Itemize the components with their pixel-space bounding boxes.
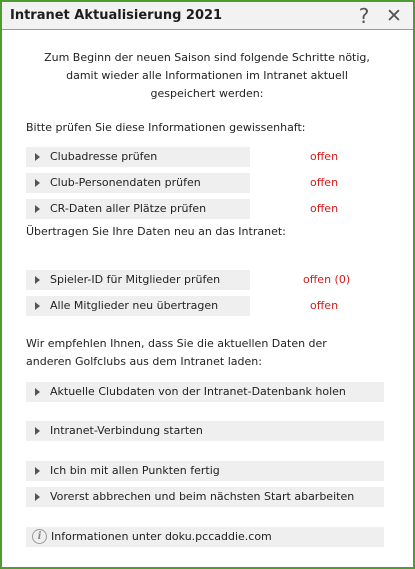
row-label: Club-Personendaten prüfen (50, 176, 201, 189)
check-cr-daten-button[interactable] (26, 199, 250, 219)
row-label: Alle Mitglieder neu übertragen (50, 299, 219, 312)
recommend-line: Wir empfehlen Ihnen, dass Sie die aktuellen Daten der (26, 337, 327, 350)
question-mark-icon[interactable]: ? (358, 4, 370, 28)
status-all-members: offen (310, 299, 339, 312)
row-label: Spieler-ID für Mitglieder prüfen (50, 273, 221, 286)
dialog-title: Intranet Aktualisierung 2021 (10, 8, 223, 23)
expand-arrow-icon (35, 302, 40, 310)
row-label: Aktuelle Clubdaten von der Intranet-Datenbank holen (50, 385, 346, 398)
expand-arrow-icon (35, 388, 40, 396)
check-clubadresse-button[interactable] (26, 147, 250, 167)
close-icon[interactable]: ✕ (386, 5, 402, 27)
fetch-club-data-button[interactable] (26, 382, 384, 402)
info-link-label: Informationen unter doku.pccaddie.com (51, 530, 272, 543)
row-label: CR-Daten aller Plätze prüfen (50, 202, 207, 215)
intro-text (32, 49, 382, 103)
expand-arrow-icon (35, 205, 40, 213)
expand-arrow-icon (35, 179, 40, 187)
status-clubadresse: offen (310, 150, 339, 163)
title-bar (2, 2, 413, 30)
intro-line: Zum Beginn der neuen Saison sind folgende Schritte nötig, (44, 51, 370, 64)
row-label: Vorerst abbrechen und beim nächsten Start abarbeiten (50, 490, 355, 503)
expand-arrow-icon (35, 276, 40, 284)
row-label: Ich bin mit allen Punkten fertig (50, 464, 220, 477)
info-link-button[interactable] (26, 527, 384, 547)
intro-line: gespeichert werden: (150, 87, 264, 100)
transfer-all-members-button[interactable] (26, 296, 250, 316)
check-club-personendaten-button[interactable] (26, 173, 250, 193)
check-spieler-id-button[interactable] (26, 270, 250, 290)
intro-line: damit wieder alle Informationen im Intranet aktuell (66, 69, 348, 82)
status-club-personendaten: offen (310, 176, 339, 189)
status-spieler-id: offen (0) (303, 273, 351, 286)
status-cr-daten: offen (310, 202, 339, 215)
section-check-heading: Bitte prüfen Sie diese Informationen gewissenhaft: (26, 121, 306, 134)
recommend-line: anderen Golfclubs aus dem Intranet laden: (26, 355, 262, 368)
row-label: Clubadresse prüfen (50, 150, 158, 163)
expand-arrow-icon (35, 427, 40, 435)
cancel-later-button[interactable] (26, 487, 384, 507)
start-intranet-connection-button[interactable] (26, 421, 384, 441)
recommend-text (26, 335, 327, 371)
info-icon: i (32, 529, 47, 544)
expand-arrow-icon (35, 467, 40, 475)
expand-arrow-icon (35, 493, 40, 501)
section-transfer-heading: Übertragen Sie Ihre Daten neu an das Intranet: (26, 225, 286, 238)
expand-arrow-icon (35, 153, 40, 161)
done-button[interactable] (26, 461, 384, 481)
row-label: Intranet-Verbindung starten (50, 424, 203, 437)
